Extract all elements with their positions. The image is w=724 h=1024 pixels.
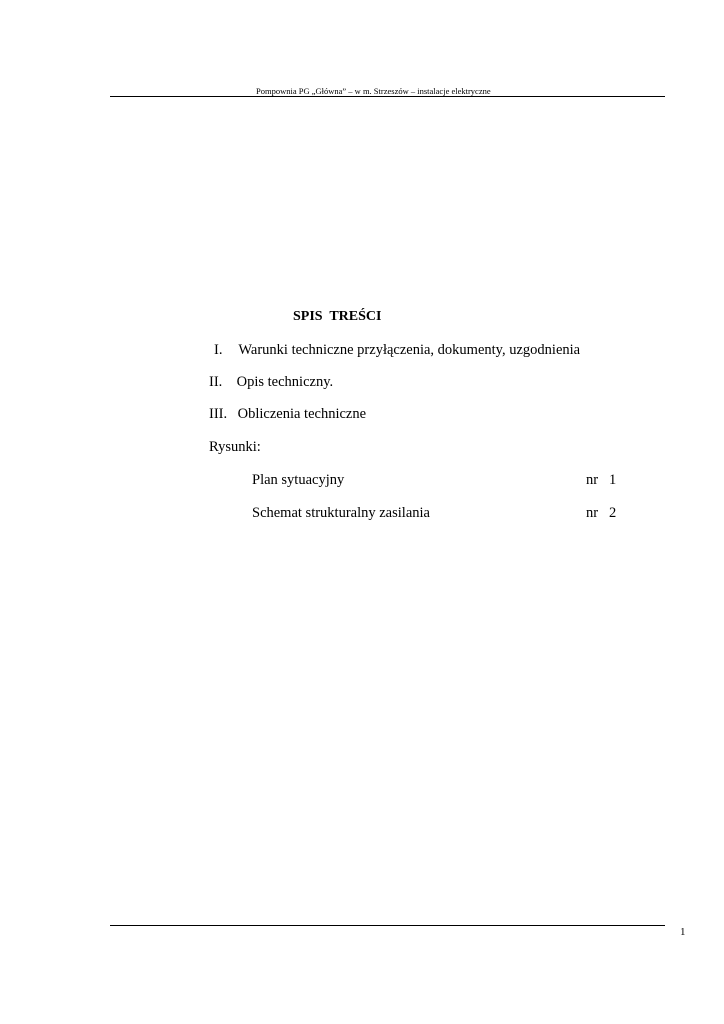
toc-item-1-number: I. (214, 342, 223, 358)
header-rule (110, 96, 665, 97)
drawings-label: Rysunki: (209, 439, 261, 455)
page-header: Pompownia PG „Główna” – w m. Strzeszów – instalacje elektryczne (256, 86, 491, 96)
drawing-item-1-number: nr 1 (586, 472, 617, 488)
drawing-item-1-title: Plan sytuacyjny (252, 472, 345, 488)
toc-item-3-number: III. (209, 406, 228, 422)
drawing-item-2-title: Schemat strukturalny zasilania (252, 505, 430, 521)
toc-item-2-label: Opis techniczny. (236, 374, 334, 390)
toc-item-2-number: II. (209, 374, 223, 390)
page-number: 1 (680, 926, 686, 938)
footer-rule (110, 925, 665, 926)
toc-item-3-label: Obliczenia techniczne (237, 406, 367, 422)
toc-item-2 (209, 373, 333, 391)
toc-item-1-label: Warunki techniczne przyłączenia, dokumenty, uzgodnienia (238, 342, 581, 358)
toc-item-3 (209, 405, 366, 423)
drawing-item-2-number: nr 2 (586, 505, 617, 521)
toc-item-1 (214, 341, 580, 359)
toc-title: SPIS TREŚCI (293, 309, 382, 324)
